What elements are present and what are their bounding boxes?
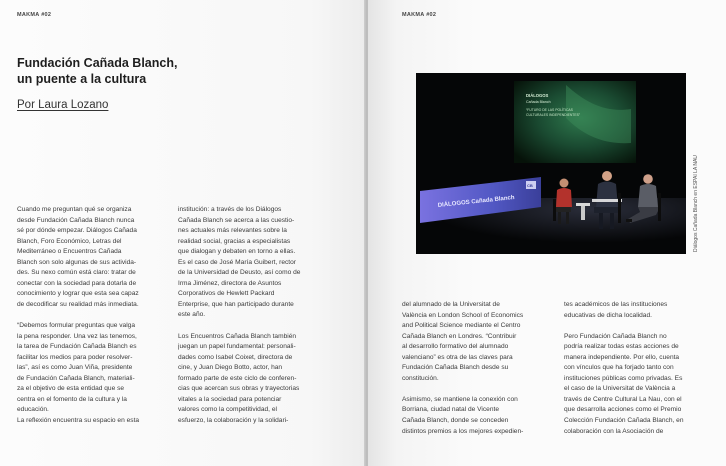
text-line: Es el caso de José María Guibert, rector (178, 258, 297, 266)
text-line: con vínculos que ha forjado tanto con (564, 364, 674, 372)
text-line: La reflexión encuentra su espacio en esta (17, 416, 140, 424)
paragraph-gap (178, 321, 338, 332)
text-line: que dialogan y debaten en torno a ellas. (178, 248, 296, 256)
text-line: educativas de dicha localidad. (564, 311, 652, 319)
photo-credit: Diálogos Cañada Blanch en ESPAI LA NAU (693, 155, 699, 252)
text-line: Los Encuentros Cañada Blanch también (178, 332, 297, 340)
text-line: and Political Science mediante el Centro (402, 322, 521, 330)
text-line: Fundación Cañada Blanch desde su (402, 364, 509, 372)
speaker-2 (602, 171, 612, 181)
text-line: conectar con la sociedad para dotarla de (17, 279, 137, 287)
text-line: Cañada Blanch, donde se conceden (402, 417, 509, 425)
text-line: facilitar los medios para poder resolver- (17, 353, 133, 361)
text-line: Pero Fundación Cañada Blanch no (564, 332, 667, 340)
text-line: za el objetivo de esta entidad que se (17, 385, 125, 393)
screen-text: “FUTURO DE LAS POLÍTICAS (526, 108, 573, 112)
paragraph-gap (402, 384, 560, 395)
screen-text: DIÁLOGOS (526, 93, 549, 98)
text-line: centra en el fomento de la cultura y la (17, 395, 127, 403)
text-line: educación. (17, 406, 49, 414)
screen-text: CULTURALES INDEPENDIENTES” (526, 113, 581, 117)
text-line: este año. (178, 311, 206, 319)
text-line: Blanch, Foro Económico, Letras del (17, 237, 122, 245)
text-line: la pena responder. Una vez las tenemos, (17, 332, 137, 340)
text-line: Corporativos de Hewlett Packard (178, 290, 275, 298)
article-title-line: un puente a la cultura (17, 72, 147, 86)
banner-logo: CB (527, 183, 533, 188)
text-line: dades como Isabel Coixet, directora de (178, 353, 293, 361)
text-line: “Debemos formular preguntas que valga (17, 322, 136, 330)
speaker-1 (560, 179, 569, 188)
text-line: cias que acercan sus obras y trayectorias (178, 385, 300, 393)
text-line: sé por dónde empezar. Diálogos Cañada (17, 227, 137, 235)
text-line: manera independiente. Por ello, cuenta (564, 353, 680, 361)
text-line: constitución. (402, 374, 439, 382)
banner-text: DIÁLOGOS Cañada Blanch (437, 194, 515, 209)
text-line: de la Universidad de Deusto, así como de (178, 269, 301, 277)
paragraph-gap (17, 310, 175, 321)
text-line: Blanch son solo algunas de sus activida- (17, 258, 137, 266)
text-line: al desarrollo formativo del alumnado (402, 343, 509, 351)
text-line: formado parte de este ciclo de conferen- (178, 374, 297, 382)
article-byline: Por Laura Lozano (17, 99, 109, 111)
text-line: esfuerzo, la colaboración y la solidari- (178, 416, 289, 424)
text-line: colaboración con la Asociación de (564, 427, 664, 435)
paragraph-gap (564, 321, 722, 332)
event-photo-scene (416, 73, 686, 254)
text-line: Irma Jiménez, directora de Asuntos (178, 279, 282, 287)
text-line: nes actuales más relevantes sobre la (178, 227, 287, 235)
text-line: podría realizar todas estas acciones de (564, 343, 679, 351)
text-line: distintos premios a los mejores expedien- (402, 427, 524, 435)
text-column-1 (17, 205, 175, 426)
speaker-3 (643, 174, 653, 184)
text-line: las”, así es como Juan Viña, presidente (17, 364, 133, 372)
text-line: el caso de la Universitat de València a (564, 385, 676, 393)
article-title (17, 55, 257, 87)
text-line: Mediterráneo o Encuentros Cañada (17, 248, 122, 256)
text-line: de decodificar su realidad más inmediata. (17, 300, 139, 308)
text-line: institución: a través de los Diálogos (178, 206, 282, 213)
text-line: valenciano” es otra de las claves para (402, 353, 513, 361)
text-line: instituciones públicas como privadas. Es (564, 374, 683, 382)
text-line: del alumnado de la Universitat de (402, 301, 500, 308)
text-column-3 (402, 300, 560, 437)
text-line: Enterprise, que han participado durante (178, 300, 294, 308)
text-line: València en London School of Economics (402, 311, 524, 319)
text-line: que desarrolla acciones como el Premio (564, 406, 682, 414)
event-photo (416, 73, 686, 254)
text-line: desde Fundación Cañada Blanch nunca (17, 216, 135, 224)
text-line: Cañada Blanch en Londres. “Contribuir (402, 332, 517, 340)
text-line: Borriana, ciudad natal de Vicente (402, 406, 500, 414)
text-line: tes académicos de las instituciones (564, 301, 668, 308)
text-line: realidad social, gracias a especialistas (178, 237, 291, 245)
text-line: Asimismo, se mantiene la conexión con (402, 395, 518, 403)
text-line: juegan un papel fundamental: personali- (178, 343, 296, 351)
text-line: través de Centre Cultural La Nau, con el (564, 395, 682, 403)
text-line: Cuando me preguntan qué se organiza (17, 206, 132, 213)
screen-text: Cañada Blanch (526, 100, 551, 104)
text-column-2 (178, 205, 338, 426)
text-line: valores como la competitividad, el (178, 406, 277, 414)
magazine-issue-tag: MAKMA #02 (17, 12, 52, 18)
text-line: cine, y Juan Diego Botto, actor, han (178, 364, 283, 372)
text-column-4 (564, 300, 722, 437)
text-line: conocimiento y lograr que esta sea capaz (17, 290, 139, 298)
article-title-line: Fundación Cañada Blanch, (17, 56, 178, 70)
text-line: des. Su nexo común está claro: tratar de (17, 269, 136, 277)
text-line: de Fundación Cañada Blanch, materiali- (17, 374, 135, 382)
text-line: Colección Fundación Cañada Blanch, en (564, 417, 684, 425)
magazine-issue-tag: MAKMA #02 (402, 12, 437, 18)
text-line: Cañada Blanch se acerca a las cuestio- (178, 216, 295, 224)
text-line: la tarea de Fundación Cañada Blanch es (17, 343, 137, 351)
right-page (368, 0, 726, 466)
text-line: vitales a la sociedad para potenciar (178, 395, 282, 403)
